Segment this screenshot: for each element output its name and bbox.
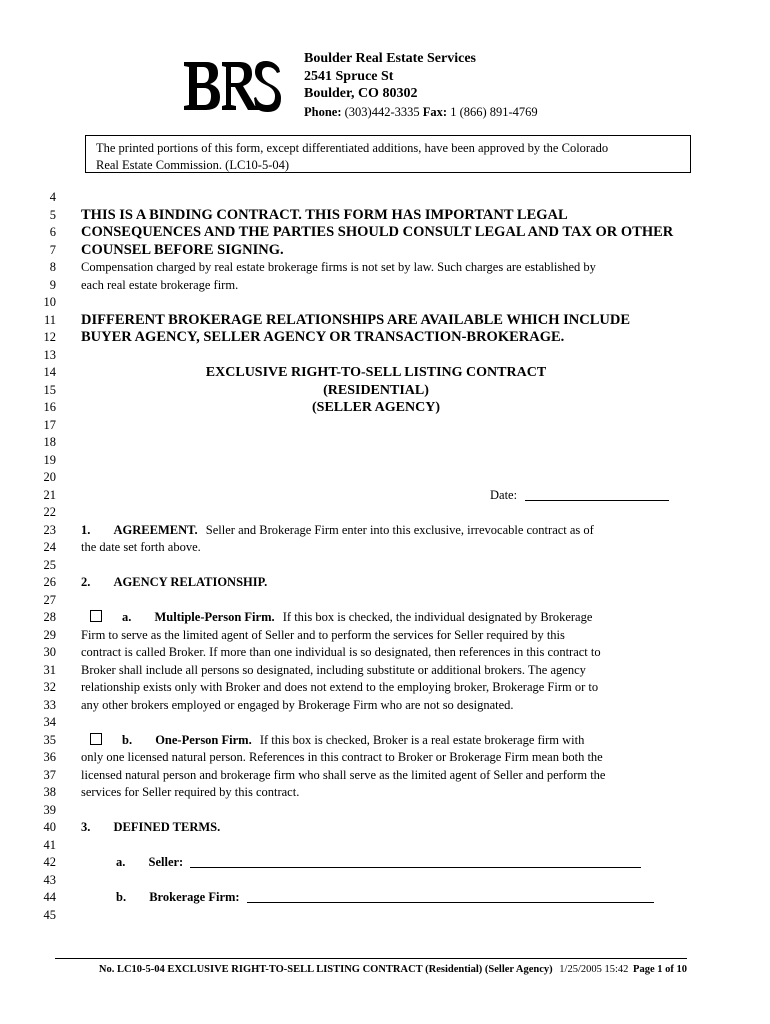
brs-logo-mark	[182, 58, 282, 114]
line-number: 9	[49, 277, 56, 292]
option-b-letter: b.	[122, 732, 133, 747]
line-number: 44	[43, 890, 56, 904]
multiple-person-firm-checkbox[interactable]	[90, 610, 102, 622]
line-number: 8	[49, 260, 56, 274]
option-b-line-1	[81, 732, 584, 749]
approval-notice-box	[85, 135, 691, 173]
section-1-line-1	[81, 522, 594, 539]
option-a-line-2: Firm to serve as the limited agent of Seller and to perform the services for Seller required by this	[81, 627, 565, 642]
brokerage-firm-field-row	[116, 889, 654, 906]
section-1-number: 1.	[81, 522, 91, 537]
option-a-line-4: Broker shall include all persons so designated, including substitute or additional brokers. The agency	[81, 662, 586, 677]
line-number: 17	[43, 417, 56, 432]
section-2-number: 2.	[81, 575, 91, 589]
contract-subtitle-residential: (RESIDENTIAL)	[323, 382, 429, 398]
line-number: 12	[43, 330, 56, 344]
line-number: 39	[43, 802, 56, 817]
line-number: 18	[43, 435, 56, 449]
relationships-line-2: BUYER AGENCY, SELLER AGENCY OR TRANSACTION-BROKERAGE.	[81, 329, 565, 345]
line-number: 27	[43, 592, 56, 607]
compensation-line-1: Compensation charged by real estate brokerage firms is not set by law. Such charges are established by	[81, 260, 596, 274]
line-number: 34	[43, 715, 56, 729]
option-a-heading: Multiple-Person Firm.	[154, 610, 275, 624]
date-row	[490, 487, 669, 504]
footer-page-number: Page 1 of 10	[633, 964, 687, 975]
line-number: 28	[43, 610, 56, 624]
option-b-heading: One-Person Firm.	[155, 732, 252, 747]
line-number: 7	[49, 242, 56, 257]
line-number: 42	[43, 855, 56, 869]
line-number: 22	[43, 505, 56, 519]
section-1-text: Seller and Brokerage Firm enter into this exclusive, irrevocable contract as of	[205, 522, 594, 537]
footer-timestamp: 1/25/2005 15:42	[559, 964, 629, 975]
contract-title: EXCLUSIVE RIGHT-TO-SELL LISTING CONTRACT	[205, 365, 547, 380]
line-number: 41	[43, 837, 56, 852]
date-label: Date:	[490, 487, 518, 502]
line-number: 16	[43, 400, 56, 414]
line-number: 30	[43, 645, 56, 659]
line-number: 4	[49, 190, 56, 204]
line-number: 26	[43, 575, 56, 589]
section-2-heading-row	[81, 574, 267, 591]
line-number: 15	[43, 382, 56, 397]
option-a-line-5: relationship exists only with Broker and does not extend to the employing broker, Brokerage Firm or to	[81, 680, 599, 694]
phone-label: Phone:	[304, 104, 342, 119]
line-number: 40	[43, 820, 56, 834]
notice-line-1: The printed portions of this form, except differentiated additions, have been approved by the Colorado	[96, 141, 609, 155]
line-number: 31	[43, 662, 56, 677]
compensation-line-2: each real estate brokerage firm.	[81, 277, 239, 292]
company-name: Boulder Real Estate Services	[304, 51, 476, 66]
line-number: 5	[49, 207, 56, 222]
address-line-1: 2541 Spruce St	[304, 68, 394, 84]
line-number: 38	[43, 785, 56, 799]
option-a-letter: a.	[122, 610, 132, 624]
fax-value: 1 (866) 891-4769	[450, 104, 538, 119]
section-3-heading: DEFINED TERMS.	[113, 820, 221, 834]
line-number: 24	[43, 540, 56, 554]
option-b-text: If this box is checked, Broker is a real estate brokerage firm with	[259, 732, 585, 747]
seller-field-row	[116, 854, 641, 871]
section-1-heading: AGREEMENT.	[113, 522, 198, 537]
line-number: 23	[43, 522, 56, 537]
line-number: 21	[43, 487, 56, 502]
address-line-2: Boulder, CO 80302	[304, 86, 418, 101]
brokerage-firm-field[interactable]	[247, 890, 654, 903]
brokerage-firm-label: Brokerage Firm:	[149, 890, 240, 904]
option-a-line-3: contract is called Broker. If more than one individual is so designated, then references in this contract to	[81, 645, 601, 659]
brs-logo	[182, 58, 282, 114]
section-3-heading-row	[81, 819, 220, 836]
line-number: 20	[43, 470, 56, 484]
option-a-line-1	[81, 609, 592, 626]
line-number: 25	[43, 557, 56, 572]
option-b-line-2: only one licensed natural person. References in this contract to Broker or Brokerage Firm mean both the	[81, 750, 603, 764]
seller-letter: a.	[116, 855, 126, 869]
phone-value: (303)442-3335	[344, 104, 420, 119]
line-number: 43	[43, 872, 56, 887]
line-number: 13	[43, 347, 56, 362]
warning-line-2: CONSEQUENCES AND THE PARTIES SHOULD CONSULT LEGAL AND TAX OR OTHER	[81, 224, 674, 240]
warning-line-1: THIS IS A BINDING CONTRACT. THIS FORM HAS IMPORTANT LEGAL	[81, 206, 568, 223]
option-a-text: If this box is checked, the individual designated by Brokerage	[282, 610, 593, 624]
seller-label: Seller:	[148, 855, 184, 869]
option-b-line-3: licensed natural person and brokerage firm who shall serve as the limited agent of Seller and perform the	[81, 767, 606, 782]
line-number: 29	[43, 627, 56, 642]
company-info	[304, 50, 538, 121]
line-number: 14	[43, 365, 56, 379]
line-number: 45	[43, 907, 56, 922]
line-number: 11	[43, 312, 56, 327]
date-field[interactable]	[525, 488, 669, 501]
seller-field[interactable]	[190, 855, 641, 868]
footer-divider	[55, 958, 687, 959]
footer-form-id: No. LC10-5-04 EXCLUSIVE RIGHT-TO-SELL LISTING CONTRACT (Residential) (Seller Agency)	[98, 964, 553, 975]
relationships-line-1: DIFFERENT BROKERAGE RELATIONSHIPS ARE AVAILABLE WHICH INCLUDE	[81, 311, 630, 328]
fax-label: Fax:	[422, 104, 448, 119]
contact-line	[304, 104, 538, 122]
section-2-heading: AGENCY RELATIONSHIP.	[113, 575, 268, 589]
line-number: 10	[43, 295, 56, 309]
one-person-firm-checkbox[interactable]	[90, 733, 102, 745]
line-number: 19	[43, 452, 56, 467]
notice-line-2: Real Estate Commission. (LC10-5-04)	[96, 158, 290, 172]
brokerage-firm-letter: b.	[116, 890, 127, 904]
section-3-number: 3.	[81, 820, 91, 834]
line-number: 32	[43, 680, 56, 694]
contract-subtitle-seller-agency: (SELLER AGENCY)	[312, 400, 440, 415]
section-1-line-2: the date set forth above.	[81, 540, 201, 554]
line-number: 36	[43, 750, 56, 764]
line-number: 6	[49, 225, 56, 239]
page-footer	[55, 963, 687, 977]
option-a-line-6: any other brokers employed or engaged by Brokerage Firm who are not so designated.	[81, 697, 514, 712]
line-number: 33	[43, 697, 56, 712]
line-number: 35	[43, 732, 56, 747]
option-b-line-4: services for Seller required by this contract.	[81, 785, 300, 799]
warning-line-3: COUNSEL BEFORE SIGNING.	[81, 241, 284, 258]
line-number: 37	[43, 767, 56, 782]
